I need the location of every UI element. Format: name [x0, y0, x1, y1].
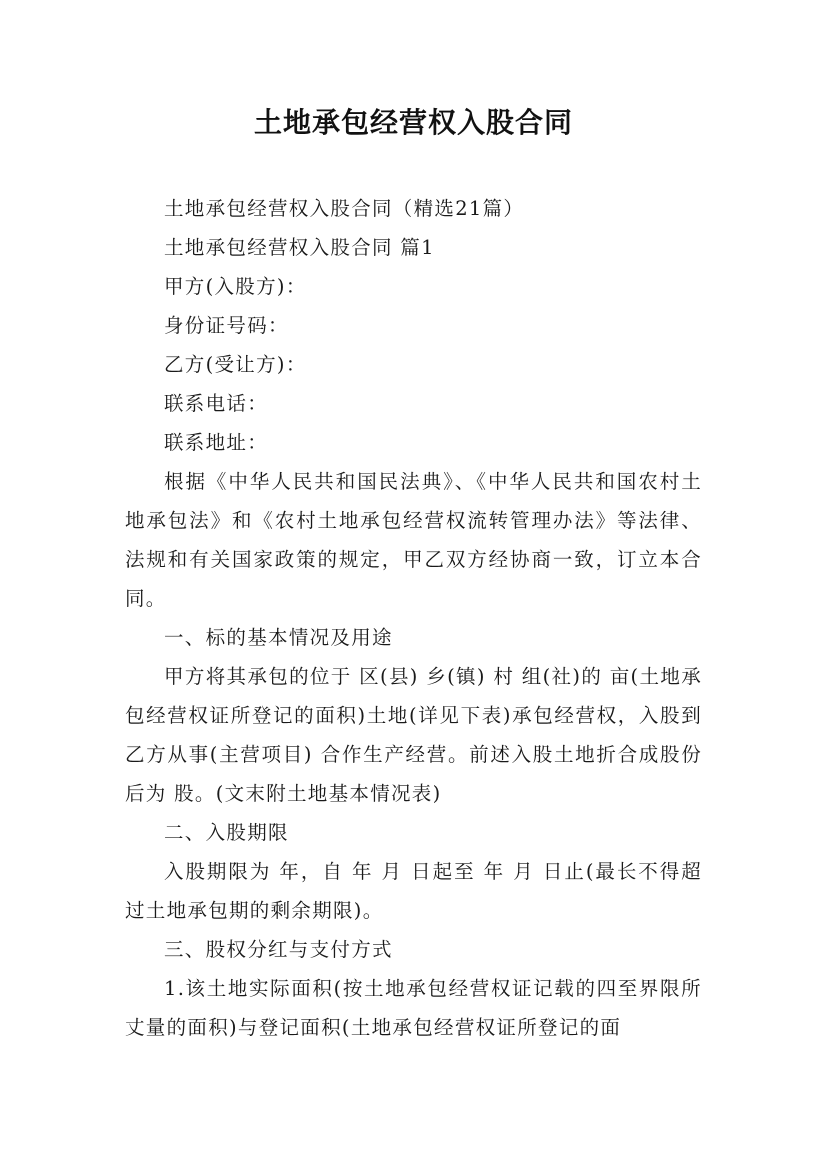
document-title: 土地承包经营权入股合同: [253, 106, 573, 139]
party-b-field: 乙方(受让方)：: [164, 353, 307, 376]
clause-paragraph: 入股期限为 年，自 年 月 日起至 年 月 日止(最长不得超过土地承包期的剩余期限)。: [125, 860, 702, 922]
document-body: [125, 189, 702, 1047]
address-field: 联系地址：: [164, 431, 269, 454]
party-a-field: 甲方(入股方)：: [164, 275, 307, 298]
clause-heading: 二、入股期限: [164, 821, 289, 844]
clause-paragraph: 1.该土地实际面积(按土地承包经营权证记载的四至界限所丈量的面积)与登记面积(土地承包经营权证所登记的面: [125, 977, 702, 1039]
section-heading-paragraph: 土地承包经营权入股合同 篇1: [164, 236, 435, 259]
clause-heading: 三、股权分红与支付方式: [164, 938, 393, 961]
clause-paragraph: 甲方将其承包的位于 区(县) 乡(镇) 村 组(社)的 亩(土地承包经营权证所登记的面积)土地(详见下表)承包经营权，入股到乙方从事(主营项目) 合作生产经营。前述入股土地折合成股份后为 股。(文末附土地基本情况表): [125, 665, 702, 805]
subtitle-paragraph: 土地承包经营权入股合同（精选21篇）: [164, 197, 525, 220]
id-number-field: 身份证号码：: [164, 314, 289, 337]
phone-field: 联系电话：: [164, 392, 269, 415]
clause-heading: 一、标的基本情况及用途: [164, 626, 393, 649]
preamble-paragraph: 根据《中华人民共和国民法典》、《中华人民共和国农村土地承包法》和《农村土地承包经营权流转管理办法》等法律、法规和有关国家政策的规定，甲乙双方经协商一致，订立本合同。: [125, 470, 702, 610]
